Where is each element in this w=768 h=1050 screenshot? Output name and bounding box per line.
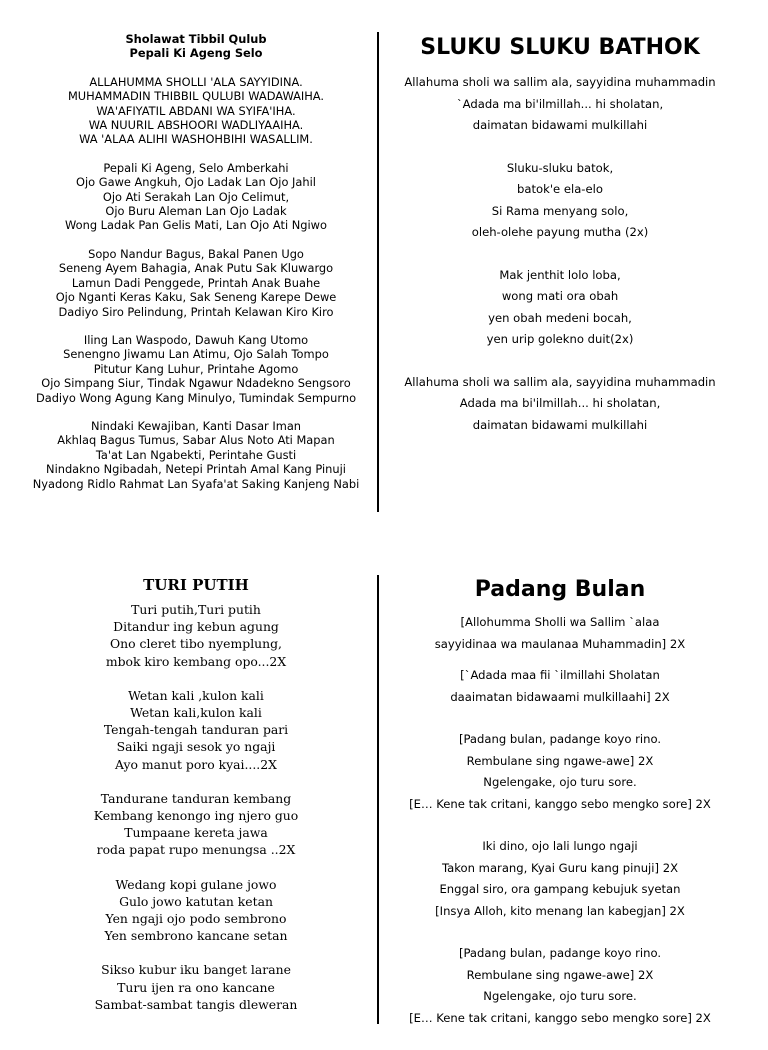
stanza: [20, 247, 372, 319]
stanza: [390, 836, 730, 922]
lyric-line: [Padang bulan, padange koyo rino.: [458, 732, 662, 746]
sluku-title: SLUKU SLUKU BATHOK: [420, 35, 700, 60]
top-divider: [377, 32, 379, 512]
stanza: [390, 372, 730, 437]
lyric-line: yen obah medeni bocah,: [488, 310, 632, 325]
lyric-line: Turu ijen ra ono kancane: [117, 979, 275, 995]
sholawat-title: Sholawat Tibbil Qulub: [125, 32, 267, 46]
stanza: [20, 419, 372, 491]
lyric-line: Kembang kenongo ing njero guo: [93, 808, 299, 824]
lyric-line: Sopo Nandur Bagus, Bakal Panen Ugo: [88, 246, 304, 261]
lyric-line: daimatan bidawami mulkillahi: [472, 118, 648, 132]
stanza: [390, 265, 730, 351]
lyric-line: Rembulane sing ngawe-awe] 2X: [466, 753, 654, 768]
stanza: [20, 161, 372, 233]
sholawat-stanzas: [20, 75, 372, 491]
lyric-line: Tumpaane kereta jawa: [124, 825, 268, 841]
lyric-line: Nindaki Kewajiban, Kanti Dasar Iman: [90, 418, 302, 433]
lyric-line: Ngelengake, ojo turu sore.: [483, 775, 637, 789]
sholawat-subtitle: Pepali Ki Ageng Selo: [129, 46, 263, 61]
stanza: [20, 75, 372, 147]
lyric-line: Turi putih,Turi putih: [131, 602, 261, 617]
lyric-line: Yen sembrono kancane setan: [104, 928, 288, 944]
turi-putih-title: TURI PUTIH: [143, 576, 249, 594]
lyric-line: batok'e ela-elo: [517, 182, 603, 196]
stanza: [390, 612, 730, 655]
lyric-line: Mak jenthit lolo loba,: [499, 267, 621, 282]
stanza: [20, 601, 372, 670]
bottom-divider: [377, 575, 379, 1024]
lyric-line: yen urip golekno duit(2x): [486, 332, 634, 346]
lyric-line: oleh-olehe payung mutha (2x): [471, 225, 649, 239]
lyric-line: Ayo manut poro kyai....2X: [115, 756, 277, 772]
lyric-line: daimatan bidawami mulkillahi: [472, 417, 648, 432]
stanza: [390, 665, 730, 708]
lyric-line: Ditandur ing kebun agung: [113, 619, 279, 635]
stanza: [20, 876, 372, 945]
lyric-line: Dadiyo Wong Agung Kang Minulyo, Tumindak Sempurno: [35, 390, 357, 405]
sholawat-tibbil-qulub-column: [20, 32, 372, 505]
lyric-line: Ta'at Lan Ngabekti, Perintahe Gusti: [95, 447, 297, 462]
stanza: [390, 729, 730, 815]
lyric-line: Ojo Simpang Siur, Tindak Ngawur Ndadekno Sengsoro: [41, 376, 351, 391]
lyric-line: Ono cleret tibo nyemplung,: [109, 636, 282, 652]
lyric-line: Senengno Jiwamu Lan Atimu, Ojo Salah Tompo: [63, 347, 329, 362]
lyric-line: Saiki ngaji sesok yo ngaji: [116, 739, 276, 755]
lyric-line: Wedang kopi gulane jowo: [115, 876, 277, 892]
lyric-line: Wetan kali ,kulon kali: [128, 687, 264, 703]
stanza: [20, 790, 372, 859]
lyric-line: Iling Lan Waspodo, Dawuh Kang Utomo: [83, 332, 309, 347]
stanza: [20, 687, 372, 773]
lyric-line: Ngelengake, ojo turu sore.: [483, 989, 637, 1003]
lyric-line: Sikso kubur iku banget larane: [101, 962, 291, 978]
lyric-line: [E… Kene tak critani, kanggo sebo mengko sore] 2X: [409, 1010, 711, 1025]
lyric-line: Pitutur Kang Luhur, Printahe Agomo: [93, 361, 299, 376]
lyric-line: Sluku-sluku batok,: [506, 160, 614, 175]
lyric-line: WA 'ALAA ALIHI WASHOHBIHI WASALLIM.: [79, 132, 313, 147]
lyric-line: Ojo Nganti Keras Kaku, Sak Seneng Karepe Dewe: [55, 290, 337, 305]
lyric-line: Ojo Ati Serakah Lan Ojo Celimut,: [102, 189, 290, 204]
lyric-line: Wetan kali,kulon kali: [130, 705, 262, 721]
lyric-line: [Padang bulan, padange koyo rino.: [458, 946, 662, 960]
lyric-line: MUHAMMADIN THIBBIL QULUBI WADAWAIHA.: [67, 89, 325, 104]
lyric-line: Allahuma sholi wa sallim ala, sayyidina muhammadin: [404, 75, 716, 89]
lyric-line: mbok kiro kembang opo...2X: [105, 653, 287, 669]
lyric-line: Ojo Buru Aleman Lan Ojo Ladak: [105, 204, 287, 219]
lyric-line: Takon marang, Kyai Guru kang pinuji] 2X: [441, 860, 679, 875]
lyric-line: Allahuma sholi wa sallim ala, sayyidina muhammadin: [404, 374, 716, 389]
lyric-line: sayyidinaa wa maulanaa Muhammadin] 2X: [434, 636, 686, 651]
stanza: [390, 72, 730, 137]
lyric-line: Enggal siro, ora gampang kebujuk syetan: [439, 882, 681, 896]
lyric-line: Pepali Ki Ageng, Selo Amberkahi: [103, 160, 289, 175]
stanza: [390, 943, 730, 1029]
lyric-line: Yen ngaji ojo podo sembrono: [105, 911, 287, 927]
lyric-line: Lamun Dadi Penggede, Printah Anak Buahe: [71, 275, 321, 290]
lyric-line: [Allohumma Sholli wa Sallim `alaa: [460, 615, 660, 629]
lyric-line: Adada ma bi'ilmillah... hi sholatan,: [459, 396, 661, 410]
stanza: [20, 333, 372, 405]
stanza: [390, 158, 730, 244]
lyric-line: Tengah-tengah tanduran pari: [103, 722, 289, 738]
turi-putih-stanzas: [20, 601, 372, 1013]
padang-bulan-title: Padang Bulan: [474, 577, 646, 602]
lyric-line: Rembulane sing ngawe-awe] 2X: [466, 967, 654, 982]
lyric-line: ALLAHUMMA SHOLLI 'ALA SAYYIDINA.: [89, 74, 303, 89]
lyric-line: daaimatan bidawaami mulkillaahi] 2X: [450, 689, 670, 704]
lyric-line: Akhlaq Bagus Tumus, Sabar Alus Noto Ati Mapan: [57, 433, 335, 448]
lyric-line: wong mati ora obah: [501, 289, 619, 303]
lyric-line: WA'AFIYATIL ABDANI WA SYIFA'IHA.: [96, 103, 296, 118]
padang-bulan-stanzas: [390, 612, 730, 1029]
lyric-line: Si Rama menyang solo,: [491, 203, 629, 218]
sluku-sluku-bathok-column: [390, 34, 730, 457]
lyric-line: Gulo jowo katutan ketan: [119, 893, 273, 909]
lyric-line: `Adada ma bi'ilmillah... hi sholatan,: [456, 96, 664, 111]
lyric-line: [E… Kene tak critani, kanggo sebo mengko sore] 2X: [409, 796, 711, 811]
padang-bulan-column: [390, 576, 730, 1050]
lyric-line: Ojo Gawe Angkuh, Ojo Ladak Lan Ojo Jahil: [76, 175, 316, 190]
lyric-line: Tandurane tanduran kembang: [100, 790, 292, 806]
lyric-line: [`Adada maa fii `ilmillahi Sholatan: [460, 668, 660, 682]
lyric-line: Nyadong Ridlo Rahmat Lan Syafa'at Saking Kanjeng Nabi: [32, 476, 360, 491]
lyric-line: roda papat rupo menungsa ..2X: [96, 842, 296, 858]
lyric-line: WA NUURIL ABSHOORI WADLIYAAIHA.: [88, 118, 304, 133]
lyric-line: Wong Ladak Pan Gelis Mati, Lan Ojo Ati Ngiwo: [65, 218, 327, 233]
lyric-line: Iki dino, ojo lali lungo ngaji: [482, 839, 638, 853]
lyric-line: [Insya Alloh, kito menang lan kabegjan] 2X: [435, 903, 685, 918]
lyric-line: Sambat-sambat tangis dleweran: [94, 996, 298, 1012]
lyric-line: Seneng Ayem Bahagia, Anak Putu Sak Kluwargo: [58, 261, 334, 276]
sluku-stanzas: [390, 72, 730, 436]
lyric-line: Nindakno Ngibadah, Netepi Printah Amal Kang Pinuji: [46, 462, 346, 477]
stanza: [20, 961, 372, 1013]
turi-putih-column: [20, 575, 372, 1030]
lyric-line: Dadiyo Siro Pelindung, Printah Kelawan Kiro Kiro: [58, 304, 334, 319]
